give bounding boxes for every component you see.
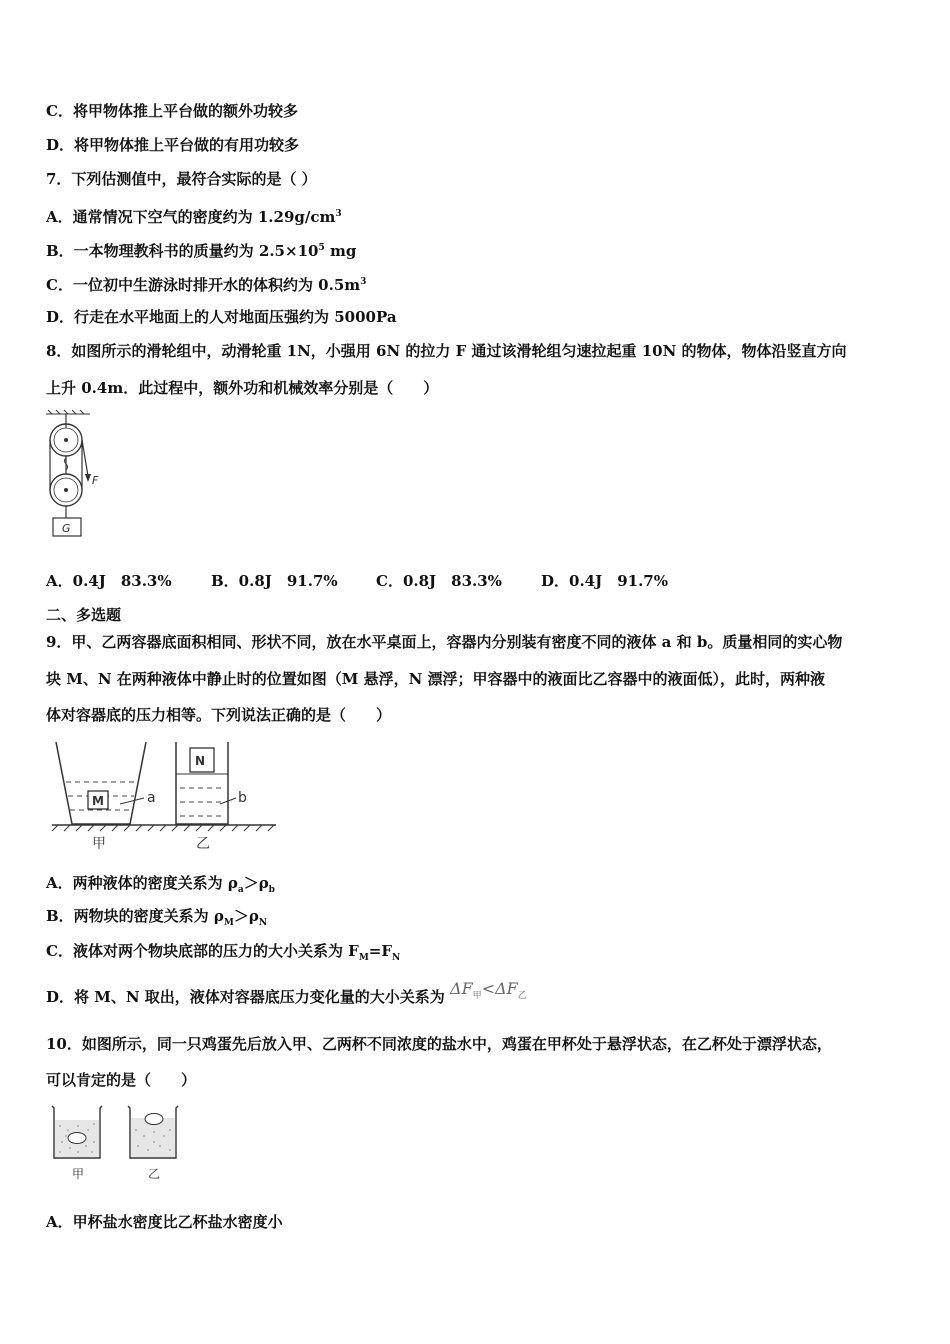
q9-option-c: C．液体对两个物块底部的压力的大小关系为 $F_M=F_N$ — [46, 942, 401, 963]
beaker-jia-label: 甲 — [72, 1167, 85, 1181]
egg-floating — [145, 1114, 163, 1125]
container-yi-label: 乙 — [196, 836, 210, 852]
section-title: 二、多选题 — [46, 606, 122, 624]
ceiling-hatch — [46, 410, 90, 414]
containers-figure — [48, 738, 288, 854]
block-m-label: M — [92, 794, 104, 808]
q7-option-b: B．一本物理教科书的质量约为 $2.5\times 10^5$ mg — [46, 242, 357, 260]
q7-stem: 7．下列估测值中，最符合实际的是（ ） — [46, 170, 317, 188]
q9-stem-line1: 9．甲、乙两容器底面积相同、形状不同，放在水平桌面上，容器内分别装有密度不同的液体 a 和 b。质量相同的实心物 — [46, 633, 843, 651]
q10-stem-line2: 可以肯定的是（ ） — [46, 1071, 197, 1089]
q6-option-c: C．将甲物体推上平台做的额外功较多 — [46, 102, 298, 120]
q8-stem-line1: 8．如图所示的滑轮组中，动滑轮重 1N，小强用 6N 的拉力 F 通过该滑轮组匀速拉起重 10N 的物体，物体沿竖直方向 — [46, 342, 847, 360]
q7-option-a: A．通常情况下空气的密度约为 $1.29g/cm^3$ — [46, 208, 342, 226]
pulley-figure — [44, 408, 114, 538]
q8-option-a: A．0.4J 83.3% — [46, 572, 172, 590]
q9-option-d-formula: $\Delta F_甲<\Delta F_乙$ — [450, 979, 527, 1002]
q8-option-d: D．0.4J 91.7% — [541, 572, 668, 590]
q8-option-b: B．0.8J 91.7% — [211, 572, 338, 590]
q9-stem-line3: 体对容器底的压力相等。下列说法正确的是（ ） — [46, 706, 392, 724]
force-label: F — [92, 474, 99, 487]
q8-stem-line2: 上升 0.4m．此过程中，额外功和机械效率分别是（ ） — [46, 379, 439, 397]
container-jia-label: 甲 — [92, 836, 106, 852]
block-n-label: N — [195, 754, 206, 768]
beakers-figure — [48, 1102, 188, 1184]
pull-rope — [82, 440, 88, 476]
beaker-yi-label: 乙 — [148, 1167, 161, 1181]
weight-label: G — [62, 522, 71, 535]
q9-stem-line2: 块 M、N 在两种液体中静止时的位置如图（M 悬浮，N 漂浮；甲容器中的液面比乙容器中的液面低），此时，两种液 — [46, 670, 826, 688]
q6-option-d: D．将甲物体推上平台做的有用功较多 — [46, 136, 300, 154]
q7-option-c: C．一位初中生游泳时排开水的体积约为 $0.5m^3$ — [46, 276, 367, 294]
q8-option-c: C．0.8J 83.3% — [376, 572, 502, 590]
q9-option-d: D．将 M、N 取出，液体对容器底压力变化量的大小关系为 $\Delta F_甲<\Delta F_乙$ — [46, 979, 527, 1006]
q7-option-d: D．行走在水平地面上的人对地面压强约为 5000Pa — [46, 308, 397, 326]
force-arrow — [85, 474, 91, 482]
q9-option-a: A．两种液体的密度关系为 $\rho_a>\rho_b$ — [46, 874, 275, 895]
liquid-b-label: b — [238, 790, 247, 806]
q9-option-b: B．两物块的密度关系为 $\rho_M>\rho_N$ — [46, 907, 268, 928]
liquid-a-label: a — [147, 790, 156, 806]
q10-stem-line1: 10．如图所示，同一只鸡蛋先后放入甲、乙两杯不同浓度的盐水中，鸡蛋在甲杯处于悬浮状态，在乙杯处于漂浮状态， — [46, 1035, 832, 1053]
egg-suspended — [68, 1133, 86, 1144]
q10-option-a: A．甲杯盐水密度比乙杯盐水密度小 — [46, 1213, 283, 1231]
container-jia — [56, 742, 146, 824]
